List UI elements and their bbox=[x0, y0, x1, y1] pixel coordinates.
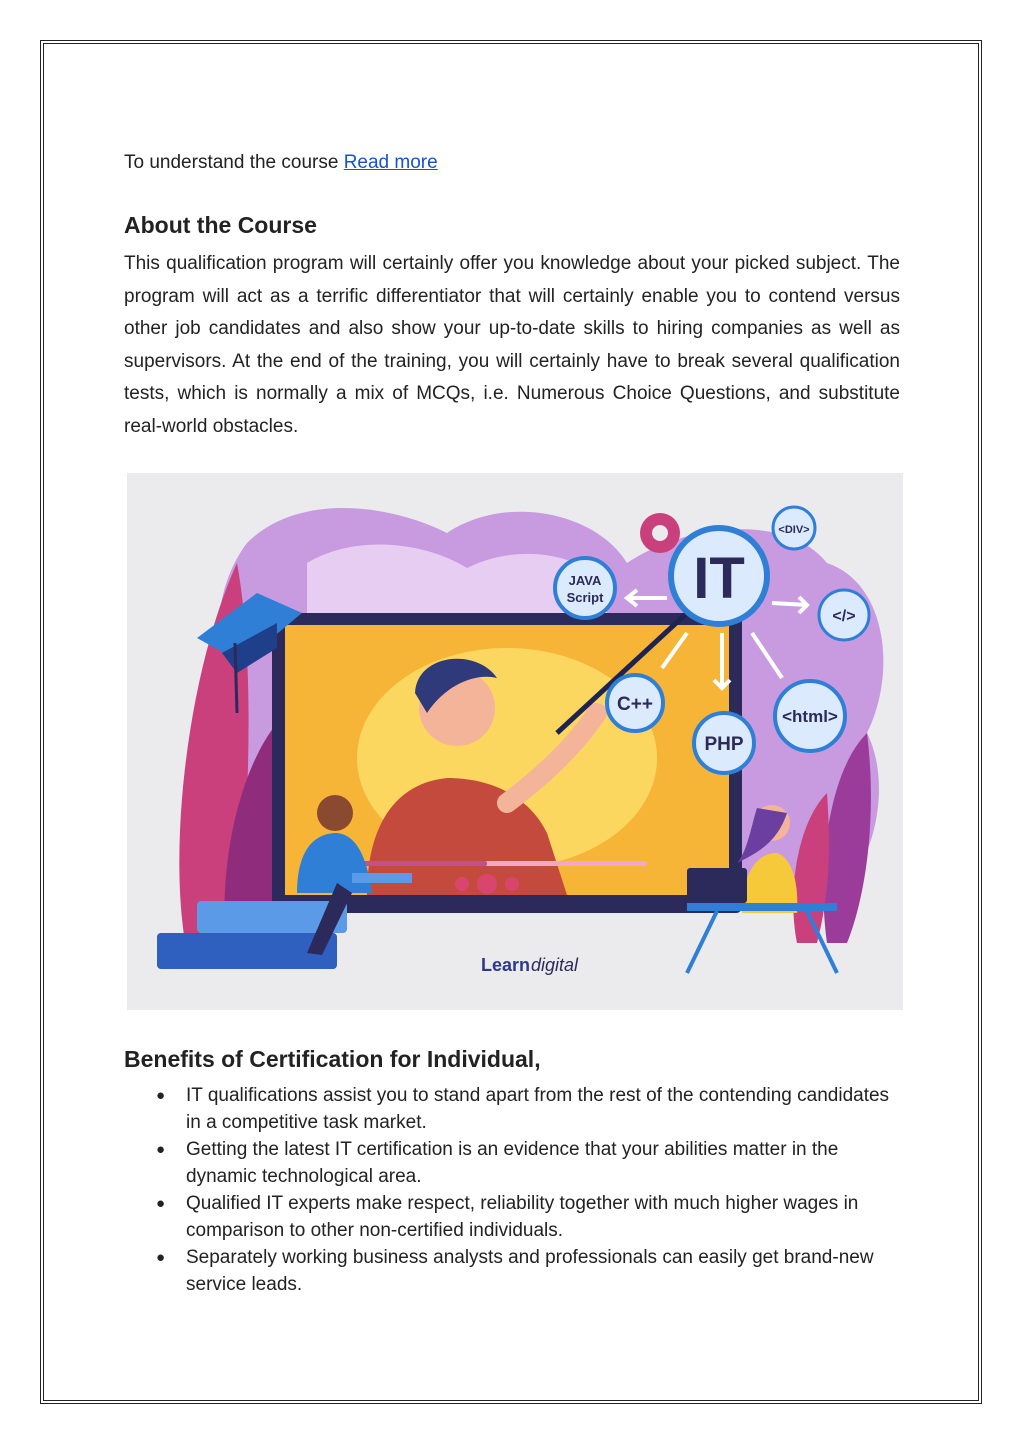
bullet-icon: ● bbox=[156, 1249, 166, 1266]
course-illustration bbox=[127, 473, 903, 1010]
php-badge-label: PHP bbox=[704, 734, 744, 755]
bullet-icon: ● bbox=[156, 1141, 166, 1158]
bullet-icon: ● bbox=[156, 1087, 166, 1104]
intro-line bbox=[124, 151, 438, 175]
list-item: ● IT qualifications assist you to stand apart from the rest of the contending candidates in a competitive task market. bbox=[124, 1082, 900, 1136]
benefits-list bbox=[124, 1082, 900, 1298]
code-badge-label: </> bbox=[832, 608, 856, 625]
brand-digital: digital bbox=[531, 955, 579, 975]
benefits-heading: Benefits of Certification for Individual, bbox=[124, 1046, 541, 1072]
about-paragraph: This qualification program will certainly offer you knowledge about your picked subject. The program will act as a terrific differentiator that will certainly enable you to contend versus other job candidates and also show your up-to-date skills to hiring companies as well as supervisors. At the end of the training, you will certainly have to break several qualification tests, which is normally a mix of MCQs, i.e. Numerous Choice Questions, and substitute real-world obstacles. bbox=[124, 253, 900, 437]
list-item: ● Getting the latest IT certification is an evidence that your abilities matter in the dynamic technological area. bbox=[124, 1136, 900, 1190]
it-badge-label: IT bbox=[693, 546, 745, 611]
div-badge-label: <DIV> bbox=[778, 524, 810, 536]
list-item: ● Qualified IT experts make respect, reliability together with much higher wages in comparison to other non-certified individuals. bbox=[124, 1190, 900, 1244]
about-heading: About the Course bbox=[124, 212, 317, 238]
read-more-link[interactable]: Read more bbox=[343, 152, 438, 173]
brand-learn: Learn bbox=[481, 955, 531, 975]
bullet-icon: ● bbox=[156, 1195, 166, 1212]
list-item: ● Separately working business analysts and professionals can easily get brand-new service leads. bbox=[124, 1244, 900, 1298]
script-badge-label: Script bbox=[566, 590, 604, 605]
intro-text: To understand the course bbox=[124, 152, 344, 173]
cpp-badge-label: C++ bbox=[617, 694, 653, 715]
html-badge-label: <html> bbox=[782, 707, 838, 726]
java-badge-label: JAVA bbox=[568, 573, 602, 588]
